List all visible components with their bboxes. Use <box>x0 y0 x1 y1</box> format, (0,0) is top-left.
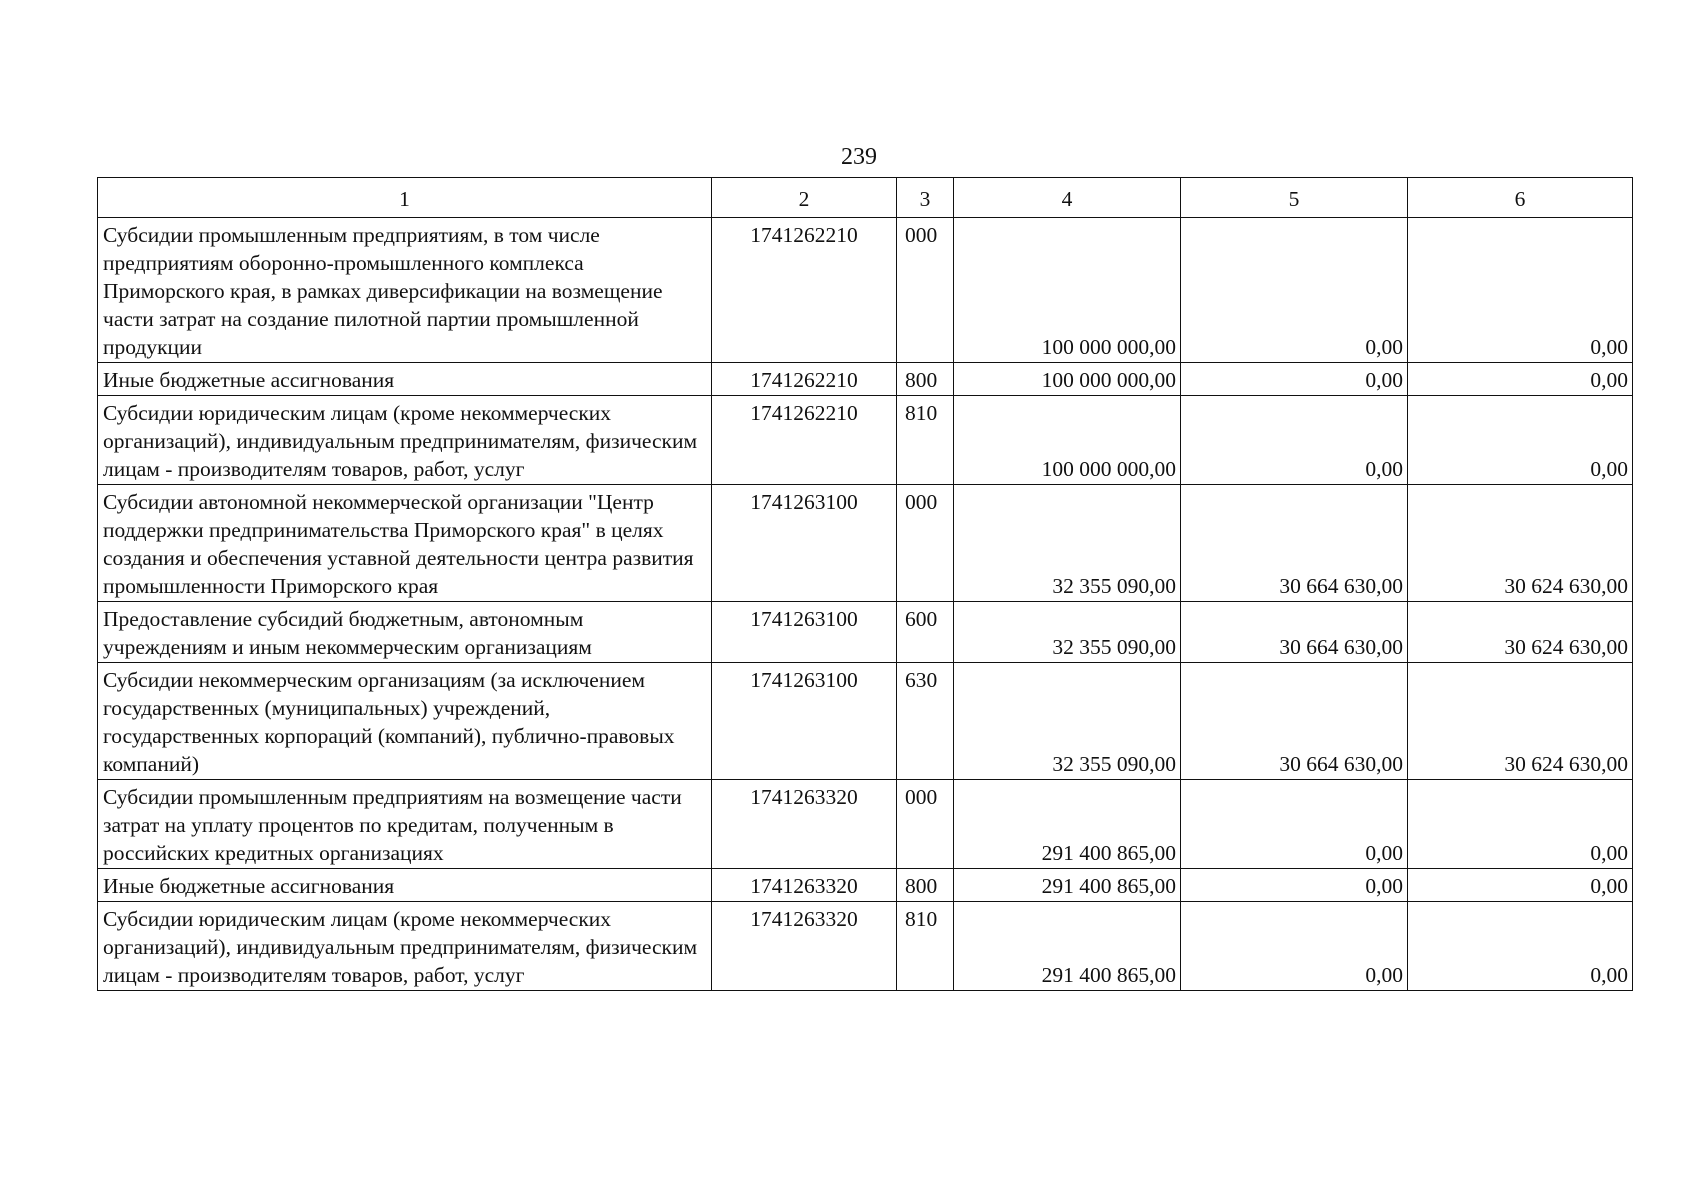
table-row <box>98 902 1633 991</box>
table-row <box>98 485 1633 602</box>
row-amount-col4: 32 355 090,00 <box>954 663 1181 780</box>
row-amount-col4: 100 000 000,00 <box>954 218 1181 363</box>
row-name: Субсидии автономной некоммерческой организации "Центр поддержки предпринимательства Приморского края" в целях создания и обеспечения уставной деятельности центра развития промышленности Приморского края <box>98 485 712 602</box>
row-expense-type: 000 <box>897 485 954 602</box>
row-target-code: 1741262210 <box>712 363 897 396</box>
row-expense-type: 000 <box>897 218 954 363</box>
column-header-6: 6 <box>1408 178 1633 218</box>
row-target-code: 1741263100 <box>712 663 897 780</box>
row-amount-col5: 0,00 <box>1181 218 1408 363</box>
row-amount-col4: 32 355 090,00 <box>954 485 1181 602</box>
row-expense-type: 000 <box>897 780 954 869</box>
table-row <box>98 396 1633 485</box>
table-row <box>98 780 1633 869</box>
row-expense-type: 810 <box>897 902 954 991</box>
row-amount-col5: 0,00 <box>1181 363 1408 396</box>
row-amount-col6: 0,00 <box>1408 396 1633 485</box>
header-row <box>98 178 1633 218</box>
row-expense-type: 800 <box>897 363 954 396</box>
column-header-4: 4 <box>954 178 1181 218</box>
row-target-code: 1741263320 <box>712 902 897 991</box>
budget-table <box>97 177 1633 991</box>
row-name: Субсидии промышленным предприятиям на возмещение части затрат на уплату процентов по кредитам, полученным в российских кредитных организациях <box>98 780 712 869</box>
row-target-code: 1741263100 <box>712 485 897 602</box>
row-name: Субсидии промышленным предприятиям, в том числе предприятиям оборонно-промышленного комплекса Приморского края, в рамках диверсификации на возмещение части затрат на создание пилотной партии промышленной продукции <box>98 218 712 363</box>
column-header-2: 2 <box>712 178 897 218</box>
row-name: Иные бюджетные ассигнования <box>98 869 712 902</box>
row-target-code: 1741263320 <box>712 780 897 869</box>
row-amount-col4: 291 400 865,00 <box>954 780 1181 869</box>
row-expense-type: 800 <box>897 869 954 902</box>
table-row <box>98 663 1633 780</box>
row-amount-col5: 0,00 <box>1181 780 1408 869</box>
table-row <box>98 602 1633 663</box>
row-name: Иные бюджетные ассигнования <box>98 363 712 396</box>
row-amount-col6: 30 624 630,00 <box>1408 663 1633 780</box>
row-amount-col6: 0,00 <box>1408 218 1633 363</box>
row-name: Субсидии юридическим лицам (кроме некоммерческих организаций), индивидуальным предпринимателям, физическим лицам - производителям товаров, работ, услуг <box>98 396 712 485</box>
column-header-3: 3 <box>897 178 954 218</box>
row-amount-col6: 30 624 630,00 <box>1408 602 1633 663</box>
row-amount-col5: 30 664 630,00 <box>1181 485 1408 602</box>
row-amount-col4: 100 000 000,00 <box>954 363 1181 396</box>
table-row <box>98 363 1633 396</box>
row-expense-type: 630 <box>897 663 954 780</box>
row-amount-col4: 100 000 000,00 <box>954 396 1181 485</box>
row-amount-col4: 291 400 865,00 <box>954 902 1181 991</box>
row-name: Субсидии юридическим лицам (кроме некоммерческих организаций), индивидуальным предпринимателям, физическим лицам - производителям товаров, работ, услуг <box>98 902 712 991</box>
row-amount-col4: 291 400 865,00 <box>954 869 1181 902</box>
row-amount-col5: 0,00 <box>1181 869 1408 902</box>
row-amount-col6: 0,00 <box>1408 902 1633 991</box>
row-amount-col4: 32 355 090,00 <box>954 602 1181 663</box>
column-header-1: 1 <box>98 178 712 218</box>
table-row <box>98 218 1633 363</box>
row-amount-col6: 0,00 <box>1408 780 1633 869</box>
row-amount-col5: 30 664 630,00 <box>1181 663 1408 780</box>
page-number: 239 <box>841 144 877 170</box>
row-target-code: 1741262210 <box>712 396 897 485</box>
row-amount-col6: 0,00 <box>1408 363 1633 396</box>
row-target-code: 1741263100 <box>712 602 897 663</box>
column-header-5: 5 <box>1181 178 1408 218</box>
row-name: Субсидии некоммерческим организациям (за исключением государственных (муниципальных) учреждений, государственных корпораций (компаний), публично-правовых компаний) <box>98 663 712 780</box>
table-row <box>98 869 1633 902</box>
row-amount-col6: 30 624 630,00 <box>1408 485 1633 602</box>
row-amount-col5: 0,00 <box>1181 396 1408 485</box>
row-amount-col6: 0,00 <box>1408 869 1633 902</box>
row-amount-col5: 0,00 <box>1181 902 1408 991</box>
row-expense-type: 810 <box>897 396 954 485</box>
row-expense-type: 600 <box>897 602 954 663</box>
row-name: Предоставление субсидий бюджетным, автономным учреждениям и иным некоммерческим организациям <box>98 602 712 663</box>
row-target-code: 1741263320 <box>712 869 897 902</box>
row-target-code: 1741262210 <box>712 218 897 363</box>
row-amount-col5: 30 664 630,00 <box>1181 602 1408 663</box>
